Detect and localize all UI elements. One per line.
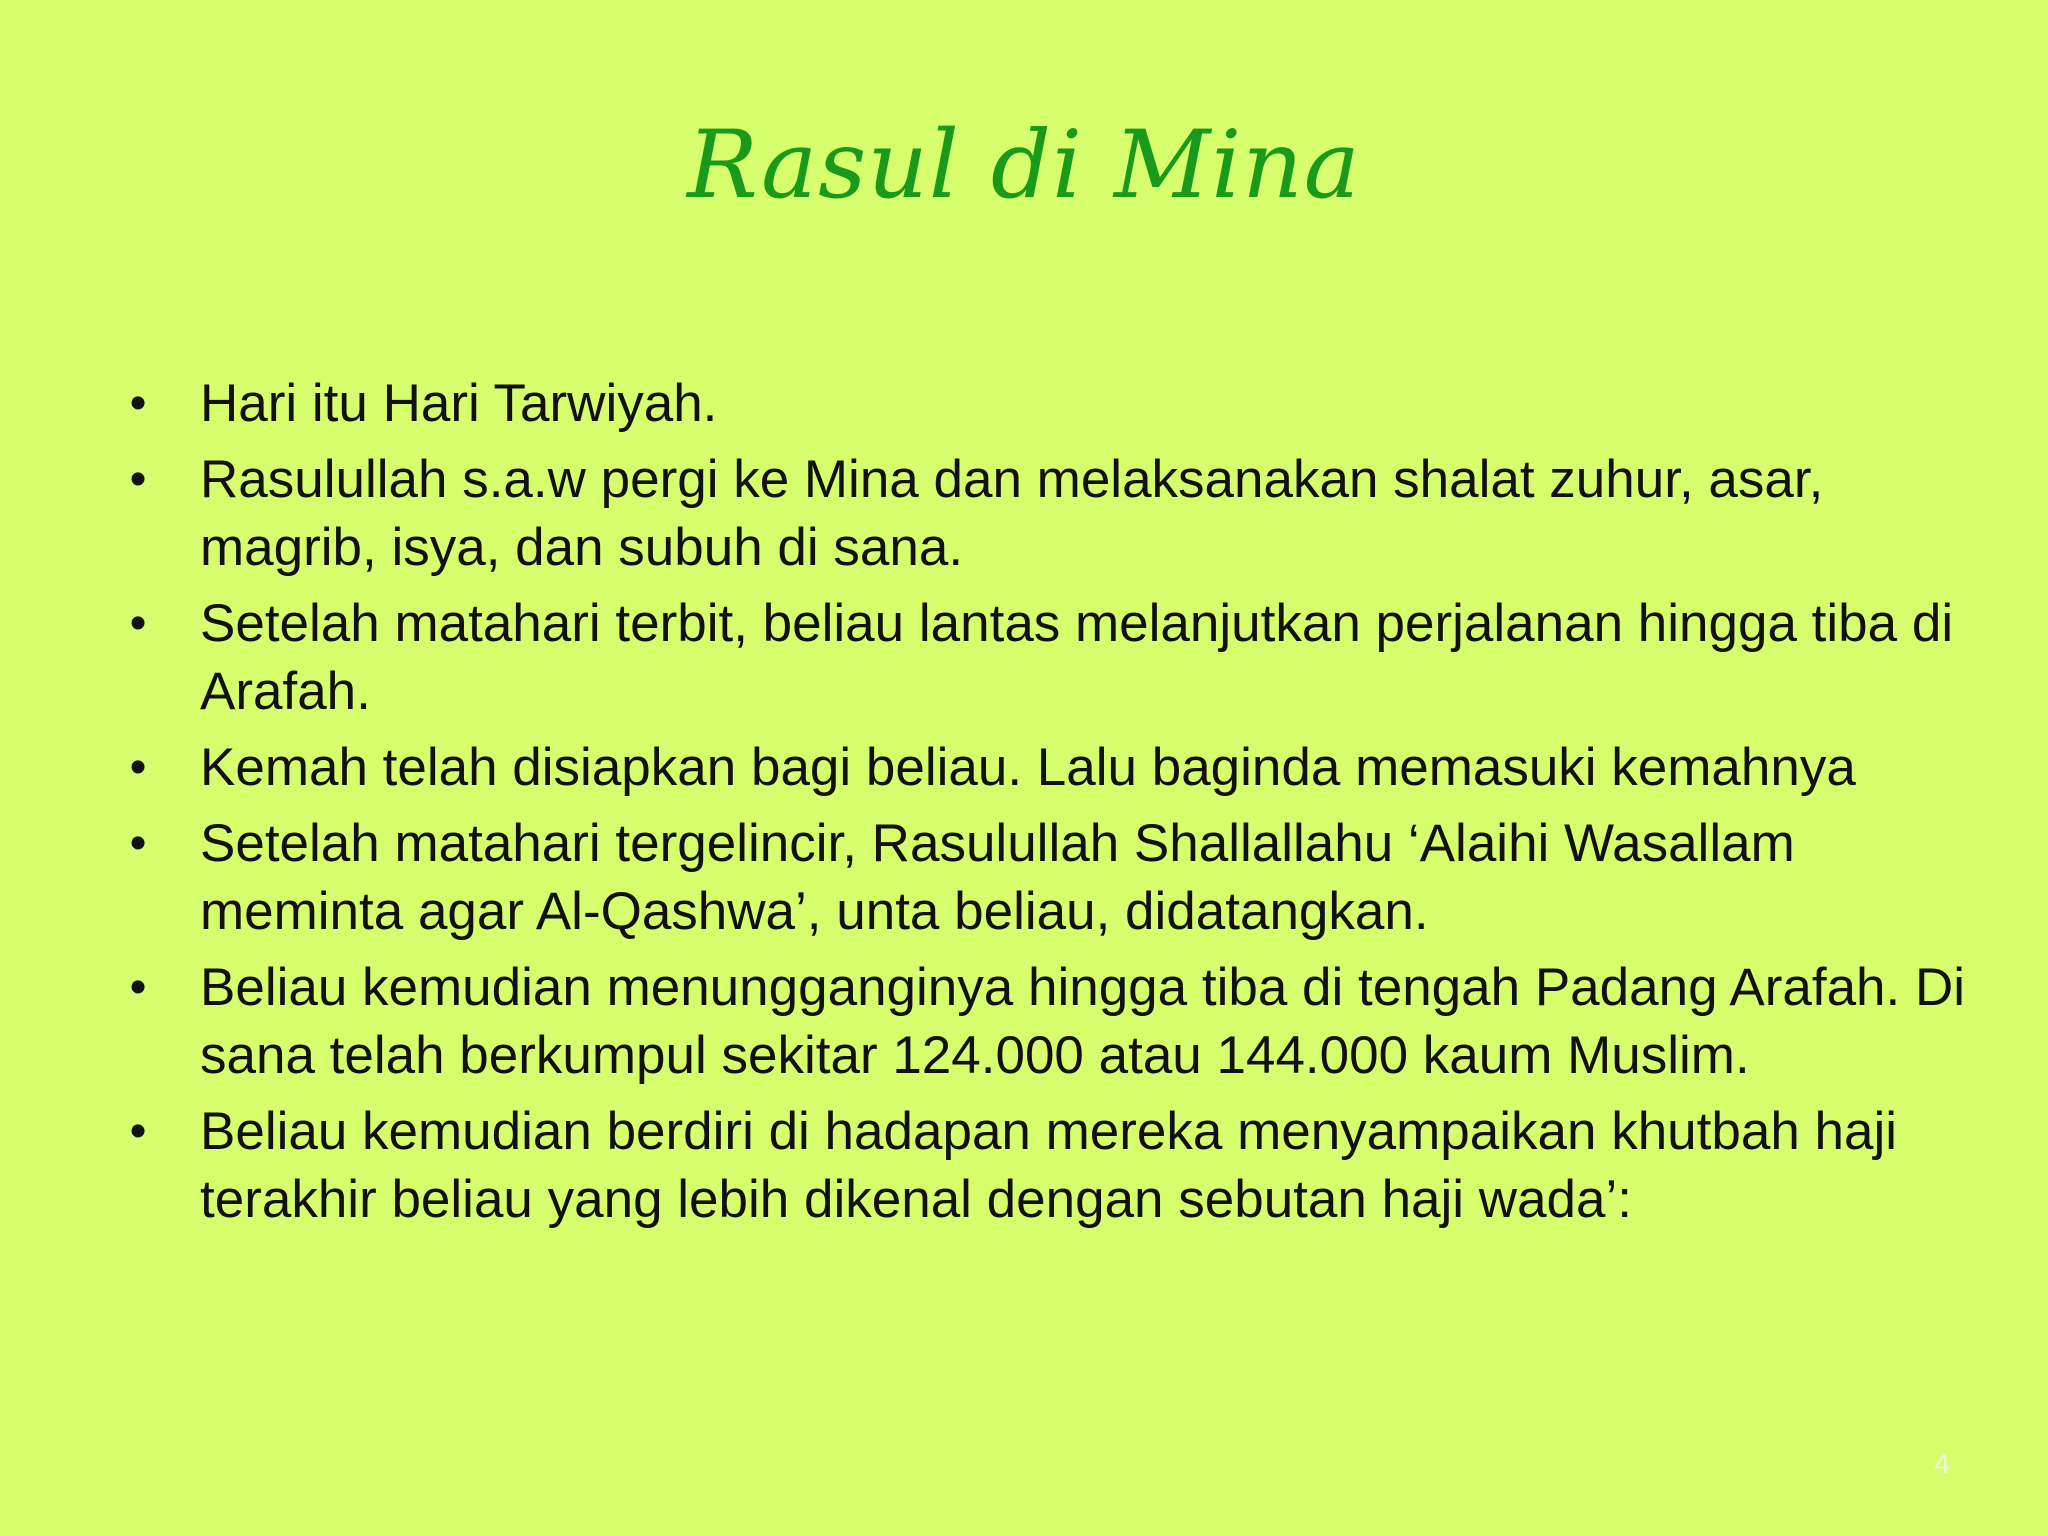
bullet-icon: • bbox=[129, 817, 147, 870]
bullet-text: Rasulullah s.a.w pergi ke Mina dan melaksanakan shalat zuhur, asar, magrib, isya, dan subuh di sana. bbox=[200, 450, 1824, 577]
bullet-text: Beliau kemudian berdiri di hadapan mereka menyampaikan khutbah haji terakhir beliau yang lebih dikenal dengan sebutan haji wada’: bbox=[200, 1102, 1898, 1229]
bullet-item bbox=[120, 370, 1980, 438]
page-number: 4 bbox=[1934, 1448, 1950, 1479]
bullet-icon: • bbox=[129, 453, 147, 506]
bullet-icon: • bbox=[129, 961, 147, 1014]
bullet-text: Beliau kemudian menungganginya hingga tiba di tengah Padang Arafah. Di sana telah berkumpul sekitar 124.000 atau 144.000 kaum Muslim. bbox=[200, 958, 1966, 1085]
bullet-item bbox=[120, 1098, 1980, 1234]
bullet-list bbox=[120, 370, 1980, 1242]
bullet-text: Kemah telah disiapkan bagi beliau. Lalu baginda memasuki kemahnya bbox=[200, 738, 1856, 797]
bullet-item bbox=[120, 810, 1980, 946]
bullet-icon: • bbox=[129, 1105, 147, 1158]
bullet-item bbox=[120, 590, 1980, 726]
bullet-item bbox=[120, 446, 1980, 582]
bullet-text: Setelah matahari tergelincir, Rasulullah Shallallahu ‘Alaihi Wasallam meminta agar Al-Qashwa’, unta beliau, didatangkan. bbox=[200, 814, 1795, 941]
bullet-item bbox=[120, 734, 1980, 802]
bullet-icon: • bbox=[129, 597, 147, 650]
slide-title: Rasul di Mina bbox=[687, 111, 1361, 220]
bullet-icon: • bbox=[129, 741, 147, 794]
bullet-item bbox=[120, 954, 1980, 1090]
bullet-text: Hari itu Hari Tarwiyah. bbox=[200, 374, 718, 433]
bullet-icon: • bbox=[129, 377, 147, 430]
bullet-text: Setelah matahari terbit, beliau lantas melanjutkan perjalanan hingga tiba di Arafah. bbox=[200, 594, 1954, 721]
